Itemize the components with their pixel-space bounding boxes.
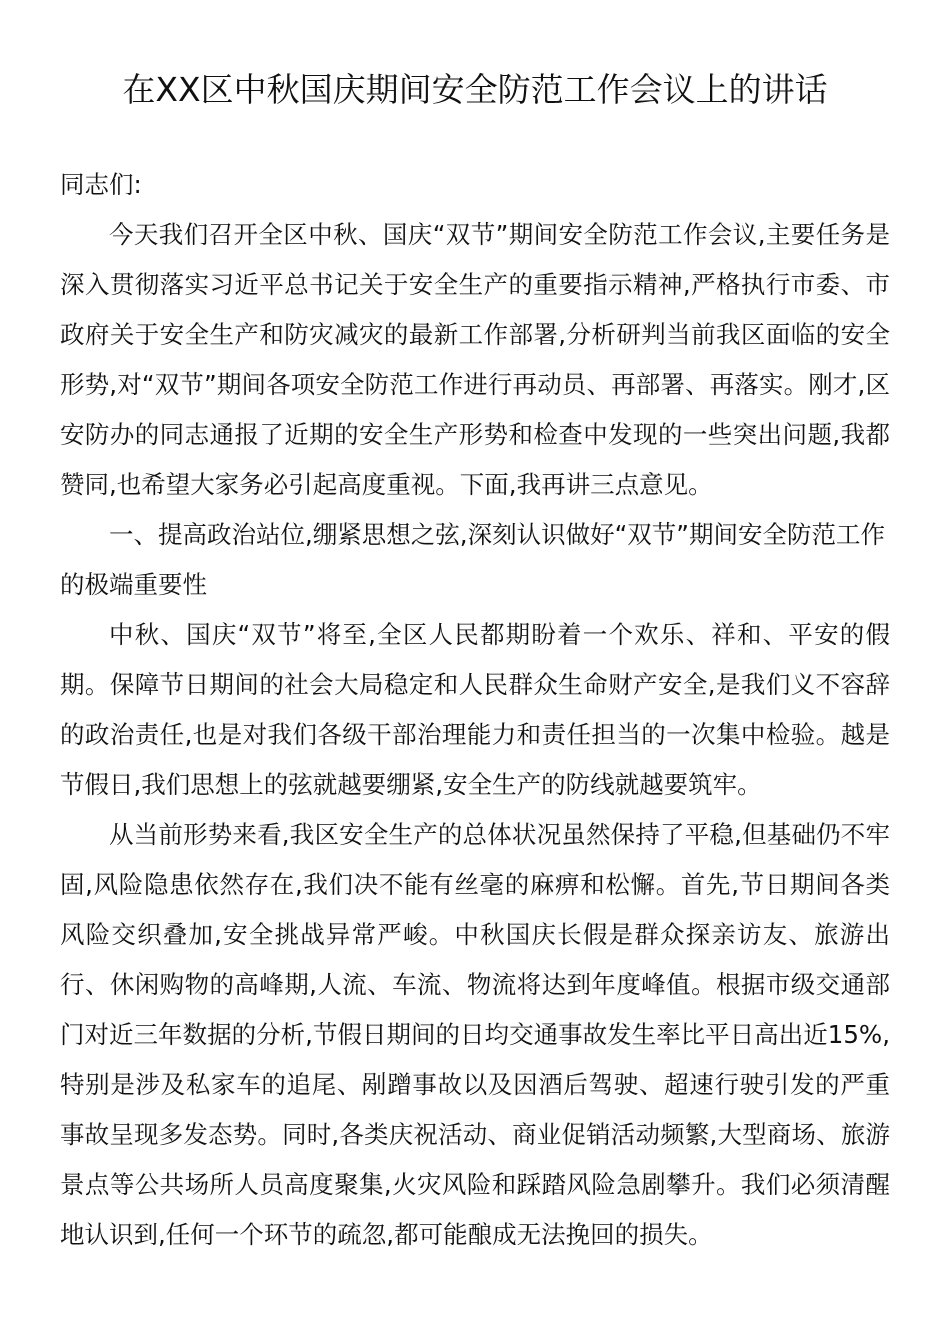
intro-paragraph: 今天我们召开全区中秋、国庆“双节”期间安全防范工作会议,主要任务是深入贯彻落实习近平总书记关于安全生产的重要指示精神,严格执行市委、市政府关于安全生产和防灾减灾的最新工作部署,分析研判当前我区面临的安全形势,对“双节”期间各项安全防范工作进行再动员、再部署、再落实。刚才,区安防办的同志通报了近期的安全生产形势和检查中发现的一些突出问题,我都赞同,也希望大家务必引起高度重视。下面,我再讲三点意见。: [60, 220, 890, 499]
section1-paragraph-1: 中秋、国庆“双节”将至,全区人民都期盼着一个欢乐、祥和、平安的假期。保障节日期间的社会大局稳定和人民群众生命财产安全,是我们义不容辞的政治责任,也是对我们各级干部治理能力和责任担当的一次集中检验。越是节假日,我们思想上的弦就越要绷紧,安全生产的防线就越要筑牢。: [60, 620, 890, 799]
section-heading-1: 一、提高政治站位,绷紧思想之弦,深刻认识做好“双节”期间安全防范工作的极端重要性: [60, 520, 885, 599]
salutation: 同志们:: [60, 170, 142, 199]
document-title: 在XX区中秋国庆期间安全防范工作会议上的讲话: [122, 70, 828, 109]
section1-paragraph-2: 从当前形势来看,我区安全生产的总体状况虽然保持了平稳,但基础仍不牢固,风险隐患依然存在,我们决不能有丝毫的麻痹和松懈。首先,节日期间各类风险交织叠加,安全挑战异常严峻。中秋国庆长假是群众探亲访友、旅游出行、休闲购物的高峰期,人流、车流、物流将达到年度峰值。根据市级交通部门对近三年数据的分析,节假日期间的日均交通事故发生率比平日高出近15%,特别是涉及私家车的追尾、剐蹭事故以及因酒后驾驶、超速行驶引发的严重事故呈现多发态势。同时,各类庆祝活动、商业促销活动频繁,大型商场、旅游景点等公共场所人员高度聚集,火灾风险和踩踏风险急剧攀升。我们必须清醒地认识到,任何一个环节的疏忽,都可能酿成无法挽回的损失。: [60, 820, 890, 1249]
